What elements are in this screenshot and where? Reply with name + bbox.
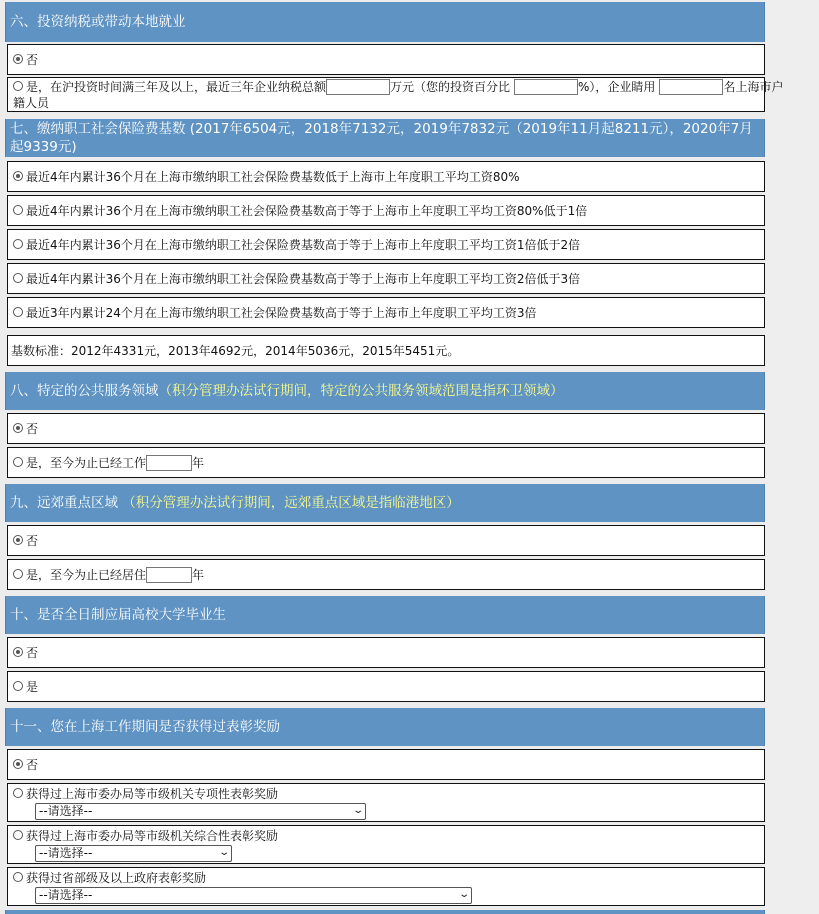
radio-selected-icon[interactable] [13,647,23,657]
sec11-option-a[interactable] [7,783,765,822]
option-label: 万元（您的投资百分比 [390,80,511,94]
option-label: 是，至今为止已经工作 [26,455,147,470]
sec7-option-4[interactable] [7,263,765,294]
option-label: 获得过上海市委办局等市级机关专项性表彰奖励 [26,786,279,801]
option-label: 最近4年内累计36个月在上海市缴纳职工社会保险费基数低于上海市上年度职工平均工资80% [26,169,520,184]
sec8-option-no[interactable] [7,413,765,444]
radio-selected-icon[interactable] [13,759,23,769]
sec7-option-1[interactable] [7,161,765,192]
section-8-header [5,372,765,410]
work-years-input[interactable] [146,455,192,471]
option-label: 最近4年内累计36个月在上海市缴纳职工社会保险费基数高于等于上海市上年度职工平均工资2倍低于3倍 [26,271,581,286]
option-label: 是，至今为止已经居住 [26,567,147,582]
section-11-title: 十一、您在上海工作期间是否获得过表彰奖励 [10,719,280,735]
sec9-option-yes[interactable] [7,559,765,590]
section-6-title: 六、投资纳税或带动本地就业 [10,14,186,30]
residence-years-input[interactable] [146,567,192,583]
radio-icon[interactable] [13,788,23,798]
sec10-option-yes[interactable] [7,671,765,702]
sec11-option-no[interactable] [7,749,765,780]
section-8-title: 八、特定的公共服务领域 [10,383,159,399]
option-label: 获得过上海市委办局等市级机关综合性表彰奖励 [26,828,279,843]
section-7-header [5,119,765,157]
section-10-header [5,596,765,634]
radio-icon[interactable] [13,81,23,91]
radio-icon[interactable] [13,307,23,317]
page-background [765,0,819,914]
section-9-title: 九、远郊重点区域 [10,495,123,511]
sec8-option-yes[interactable] [7,447,765,478]
award-select-provincial[interactable] [35,887,472,904]
section-7-title: 七、缴纳职工社会保险费基数 (2017年6504元，2018年7132元，2019年7832元（2019年11月起8211元），2020年7月起9339元) [10,121,753,155]
award-select-municipal-special[interactable] [35,803,366,820]
radio-selected-icon[interactable] [13,171,23,181]
option-label: 否 [26,52,39,67]
option-label: 最近4年内累计36个月在上海市缴纳职工社会保险费基数高于等于上海市上年度职工平均工资80%低于1倍 [26,203,588,218]
chevron-down-icon: ⌄ [217,847,230,858]
sec11-option-b[interactable] [7,825,765,864]
option-label: 最近4年内累计36个月在上海市缴纳职工社会保险费基数高于等于上海市上年度职工平均工资1倍低于2倍 [26,237,581,252]
next-section-header [5,910,765,914]
unit-label: 年 [192,567,205,582]
chevron-down-icon: ⌄ [351,805,364,816]
radio-icon[interactable] [13,457,23,467]
base-standard-note: 基数标准：2012年4331元，2013年4692元，2014年5036元，2015年5451元。 [11,343,460,358]
radio-icon[interactable] [13,273,23,283]
investment-percent-input[interactable] [514,79,578,95]
sec11-option-c[interactable] [7,867,765,906]
radio-icon[interactable] [13,569,23,579]
employee-count-input[interactable] [659,79,723,95]
award-select-municipal-general[interactable] [35,845,232,862]
section-9-note: （积分管理办法试行期间，远郊重点区域是指临港地区） [122,495,460,511]
sec9-option-no[interactable] [7,525,765,556]
radio-icon[interactable] [13,681,23,691]
select-value: --请选择-- [39,804,93,818]
sec6-option-no[interactable] [7,44,765,75]
option-label: %），企业睛用 [578,80,656,94]
sec7-option-5[interactable] [7,297,765,328]
sec10-option-no[interactable] [7,637,765,668]
sec7-option-3[interactable] [7,229,765,260]
chevron-down-icon: ⌄ [457,889,470,900]
option-label: 否 [26,533,39,548]
sec7-note [7,335,765,366]
option-label: 是，在沪投资时间满三年及以上，最近三年企业纳税总额 [26,80,327,94]
option-label: 否 [26,645,39,660]
tax-amount-input[interactable] [326,79,390,95]
sec6-option-yes[interactable] [7,77,784,112]
radio-icon[interactable] [13,872,23,882]
select-value: --请选择-- [39,846,93,860]
select-value: --请选择-- [39,888,93,902]
radio-icon[interactable] [13,205,23,215]
option-label: 否 [26,421,39,436]
sec7-option-2[interactable] [7,195,765,226]
option-label: 名上海市户 [723,80,784,94]
radio-selected-icon[interactable] [13,535,23,545]
radio-icon[interactable] [13,830,23,840]
section-11-header [5,708,765,746]
section-10-title: 十、是否全日制应届高校大学毕业生 [10,607,226,623]
unit-label: 年 [192,455,205,470]
section-6-header [5,2,765,42]
option-label: 否 [26,757,39,772]
option-label: 获得过省部级及以上政府表彰奖励 [26,870,207,885]
option-label-cont: 籍人员 [13,96,50,110]
section-9-header [5,484,765,522]
radio-selected-icon[interactable] [13,423,23,433]
option-label: 最近3年内累计24个月在上海市缴纳职工社会保险费基数高于等于上海市上年度职工平均工资3倍 [26,305,537,320]
radio-selected-icon[interactable] [13,54,23,64]
radio-icon[interactable] [13,239,23,249]
section-8-note: （积分管理办法试行期间，特定的公共服务领域范围是指环卫领域） [158,383,564,399]
option-label: 是 [26,679,39,694]
